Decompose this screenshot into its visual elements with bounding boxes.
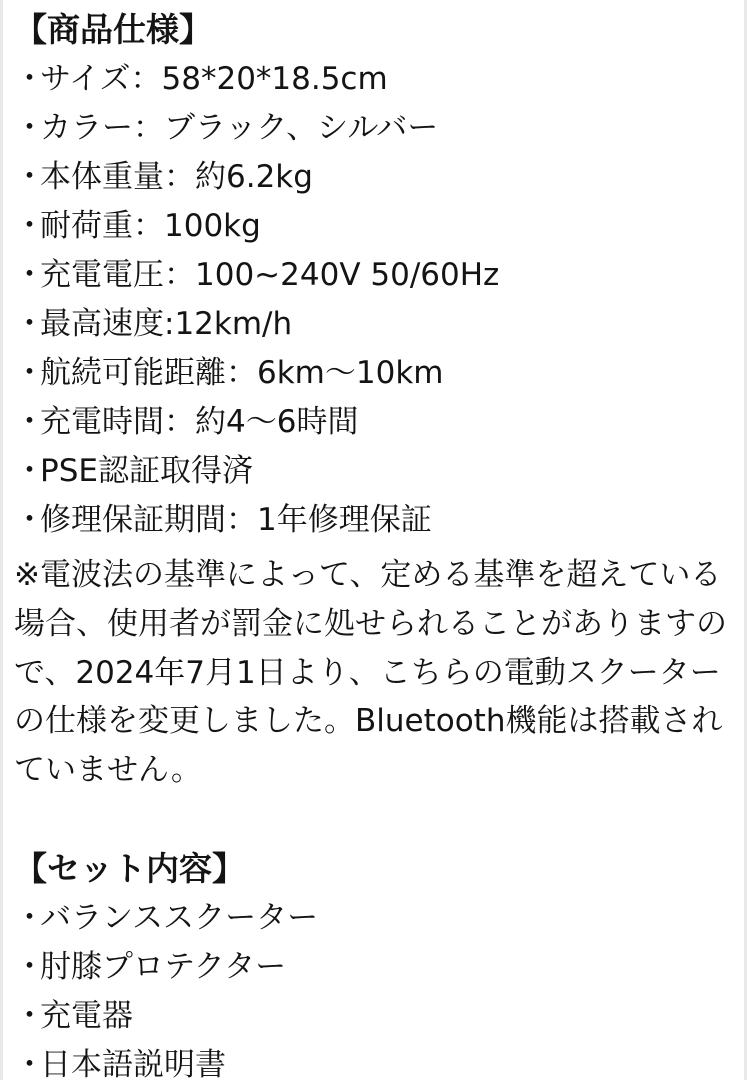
list-item (14, 1041, 733, 1090)
spec-max-speed: 最高速度:12km/h (40, 305, 293, 342)
bullet-marker: ・ (14, 207, 45, 244)
bullet-marker: ・ (14, 354, 45, 391)
list-item (14, 398, 733, 447)
bullet-marker: ・ (14, 1047, 45, 1084)
list-item (14, 153, 733, 202)
bullet-marker: ・ (14, 60, 45, 97)
set-item-scooter: バランススクーター (40, 900, 319, 937)
section-spacer (14, 795, 733, 847)
bullet-marker: ・ (14, 949, 45, 986)
bullet-marker: ・ (14, 501, 45, 538)
list-item (14, 300, 733, 349)
list-item (14, 943, 733, 992)
list-item (14, 894, 733, 943)
set-contents-heading: 【セット内容】 (14, 849, 245, 889)
left-edge-border (0, 0, 3, 1080)
bullet-marker: ・ (14, 158, 45, 195)
spec-charging-voltage: 充電電圧：100~240V 50/60Hz (40, 256, 500, 293)
spec-range: 航続可能距離：6km～10km (40, 354, 444, 391)
bullet-marker: ・ (14, 109, 45, 146)
spec-size: サイズ：58*20*18.5cm (40, 60, 388, 97)
set-item-manual: 日本語説明書 (40, 1047, 226, 1084)
bullet-marker: ・ (14, 452, 45, 489)
list-item (14, 202, 733, 251)
list-item (14, 251, 733, 300)
list-item (14, 447, 733, 496)
list-item (14, 104, 733, 153)
bullet-marker: ・ (14, 900, 45, 937)
list-item (14, 992, 733, 1041)
list-item (14, 55, 733, 104)
spec-pse-certification: PSE認証取得済 (40, 452, 253, 489)
spec-load-capacity: 耐荷重：100kg (40, 207, 261, 244)
spec-weight: 本体重量：約6.2kg (40, 158, 313, 195)
spec-charging-time: 充電時間：約4～6時間 (40, 403, 359, 440)
set-contents-list (14, 894, 733, 1090)
set-item-protector: 肘膝プロテクター (40, 949, 287, 986)
radio-law-notice: ※電波法の基準によって、定める基準を超えている場合、使用者が罰金に処せられることがありますので、2024年7月1日より、こちらの電動スクーターの仕様を変更しました。Bluetooth機能は搭載されていません。 (14, 556, 727, 789)
spec-color: カラー：ブラック、シルバー (40, 109, 439, 146)
spec-warranty: 修理保証期間：1年修理保証 (40, 501, 432, 538)
set-item-charger: 充電器 (40, 998, 133, 1035)
bullet-marker: ・ (14, 998, 45, 1035)
product-spec-list (14, 55, 733, 545)
bullet-marker: ・ (14, 256, 45, 293)
bullet-marker: ・ (14, 403, 45, 440)
list-item (14, 496, 733, 545)
product-spec-heading: 【商品仕様】 (14, 10, 212, 49)
bullet-marker: ・ (14, 305, 45, 342)
list-item (14, 349, 733, 398)
